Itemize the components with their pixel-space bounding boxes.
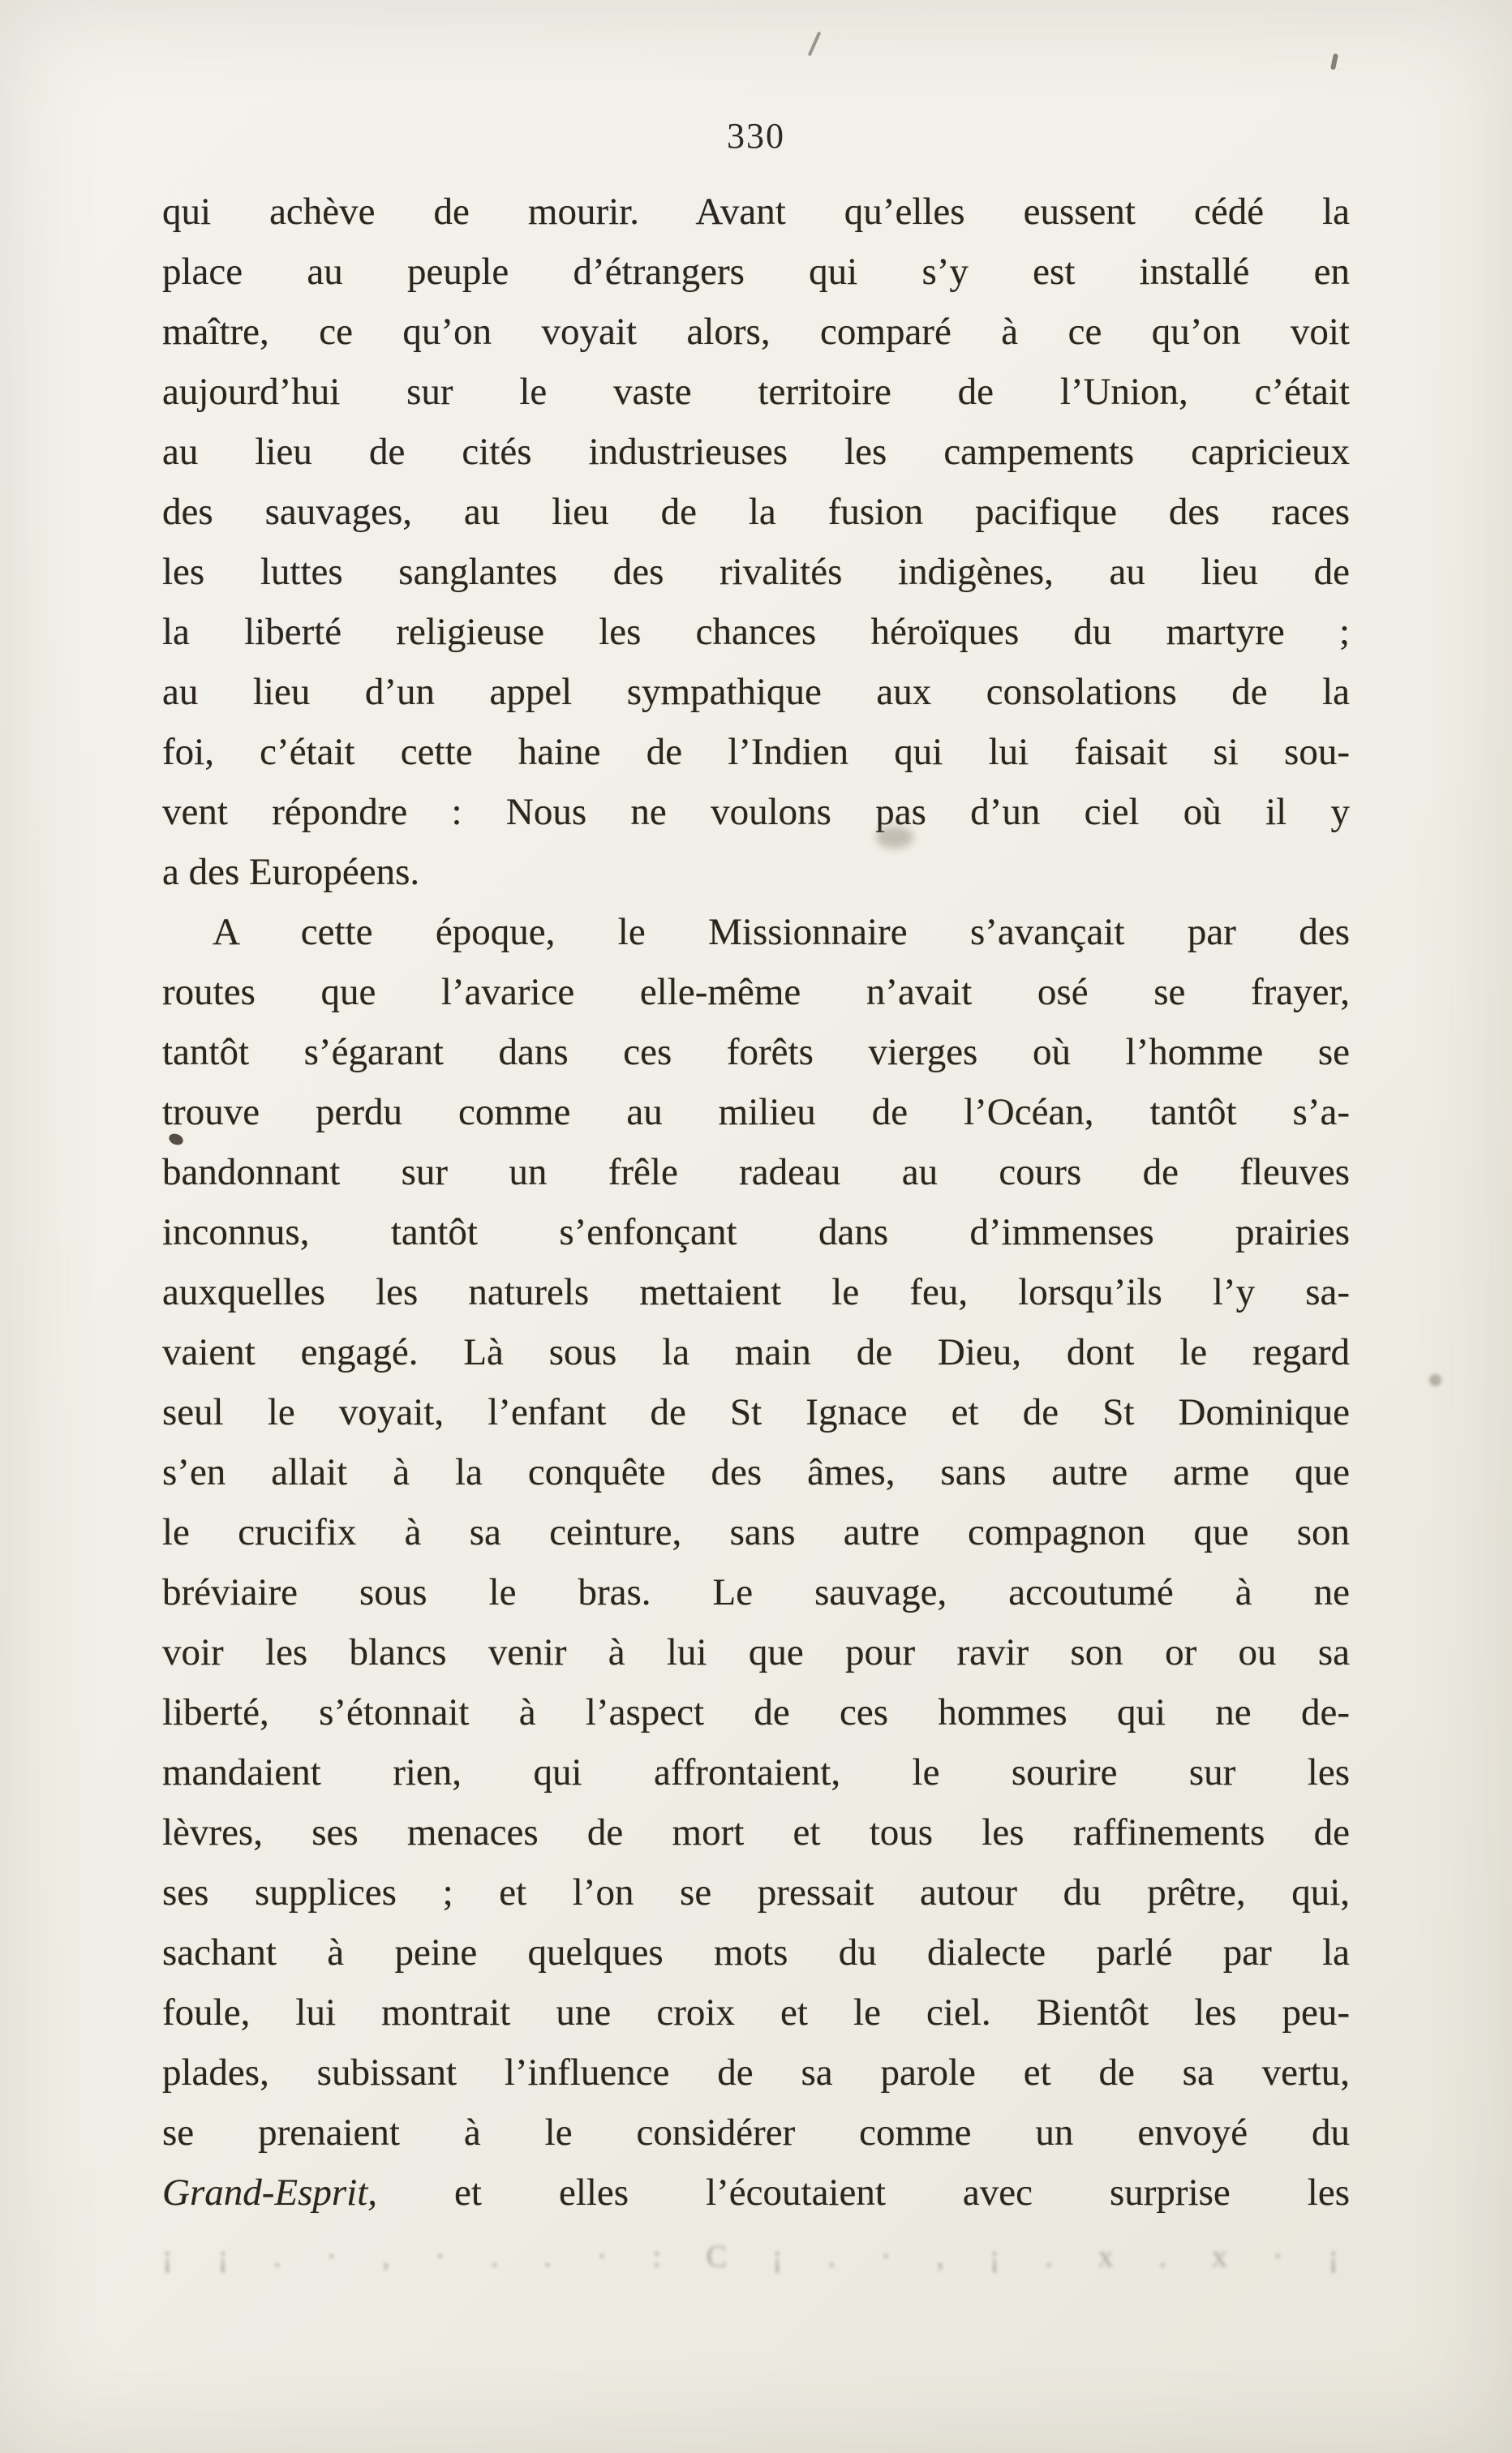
text-line: vent répondre : Nous ne voulons pas d’un ciel où il y [162, 791, 1350, 833]
text-line: foi, c’était cette haine de l’Indien qui lui faisait si sou- [162, 731, 1350, 773]
text-line: bréviaire sous le bras. Le sauvage, accoutumé à ne [162, 1571, 1350, 1613]
last-line-rest: et elles l’écoutaient avec surprise les [377, 2172, 1350, 2214]
text-line: voir les blancs venir à lui que pour ravir son or ou sa [162, 1631, 1350, 1673]
text-line: liberté, s’étonnait à l’aspect de ces hommes qui ne de- [162, 1691, 1350, 1733]
text-line: bandonnant sur un frêle radeau au cours de fleuves [162, 1151, 1350, 1193]
text-line: la liberté religieuse les chances héroïques du martyre ; [162, 611, 1350, 653]
text-line: s’en allait à la conquête des âmes, sans autre arme que [162, 1451, 1350, 1493]
text-line: les luttes sanglantes des rivalités indigènes, au lieu de [162, 551, 1350, 593]
text-line: tantôt s’égarant dans ces forêts vierges où l’homme se [162, 1031, 1350, 1073]
text-line: auxquelles les naturels mettaient le feu, lorsqu’ils l’y sa- [162, 1271, 1350, 1313]
text-line: inconnus, tantôt s’enfonçant dans d’immenses prairies [162, 1211, 1350, 1253]
text-line: seul le voyait, l’enfant de St Ignace et de St Dominique [162, 1391, 1350, 1433]
text-line-last [162, 2163, 1350, 2223]
text-line: le crucifix à sa ceinture, sans autre compagnon que son [162, 1511, 1350, 1553]
text-line-paragraph-start: A cette époque, le Missionnaire s’avançait par des [213, 911, 1350, 953]
text-line: se prenaient à le considérer comme un envoyé du [162, 2111, 1350, 2154]
text-line: trouve perdu comme au milieu de l’Océan, tantôt s’a- [162, 1091, 1350, 1133]
text-line: au lieu de cités industrieuses les campements capricieux [162, 431, 1350, 473]
text-line: des sauvages, au lieu de la fusion pacifique des races [162, 491, 1350, 533]
text-line: aujourd’hui sur le vaste territoire de l’Union, c’était [162, 371, 1350, 413]
text-line: qui achève de mourir. Avant qu’elles eussent cédé la [162, 191, 1350, 233]
text-line: vaient engagé. Là sous la main de Dieu, dont le regard [162, 1331, 1350, 1373]
text-line: mandaient rien, qui affrontaient, le sourire sur les [162, 1751, 1350, 1794]
page-number: 330 [727, 116, 785, 156]
scan-smudge [1429, 1374, 1441, 1386]
ink-speck [808, 32, 822, 57]
text-line: sachant à peine quelques mots du dialecte parlé par la [162, 1931, 1350, 1974]
text-line: foule, lui montrait une croix et le ciel. Bientôt les peu- [162, 1991, 1350, 2034]
text-line: a des Européens. [162, 851, 420, 893]
text-line: plades, subissant l’influence de sa parole et de sa vertu, [162, 2051, 1350, 2094]
scan-smudge [876, 826, 913, 848]
text-line: place au peuple d’étrangers qui s’y est installé en [162, 251, 1350, 293]
text-line: ses supplices ; et l’on se pressait autour du prêtre, qui, [162, 1871, 1350, 1914]
ink-speck [1330, 54, 1338, 71]
text-block [162, 182, 1350, 2223]
scan-noise-text: ¡ ¡ . · , · . . · : C ¡ . · , ¡ . x . x · ¡ [162, 2240, 1350, 2274]
text-line: au lieu d’un appel sympathique aux consolations de la [162, 671, 1350, 713]
italic-phrase: Grand-Esprit, [162, 2172, 378, 2214]
text-line: routes que l’avarice elle-même n’avait osé se frayer, [162, 971, 1350, 1013]
text-line: lèvres, ses menaces de mort et tous les raffinements de [162, 1811, 1350, 1854]
text-line: maître, ce qu’on voyait alors, comparé à ce qu’on voit [162, 311, 1350, 353]
